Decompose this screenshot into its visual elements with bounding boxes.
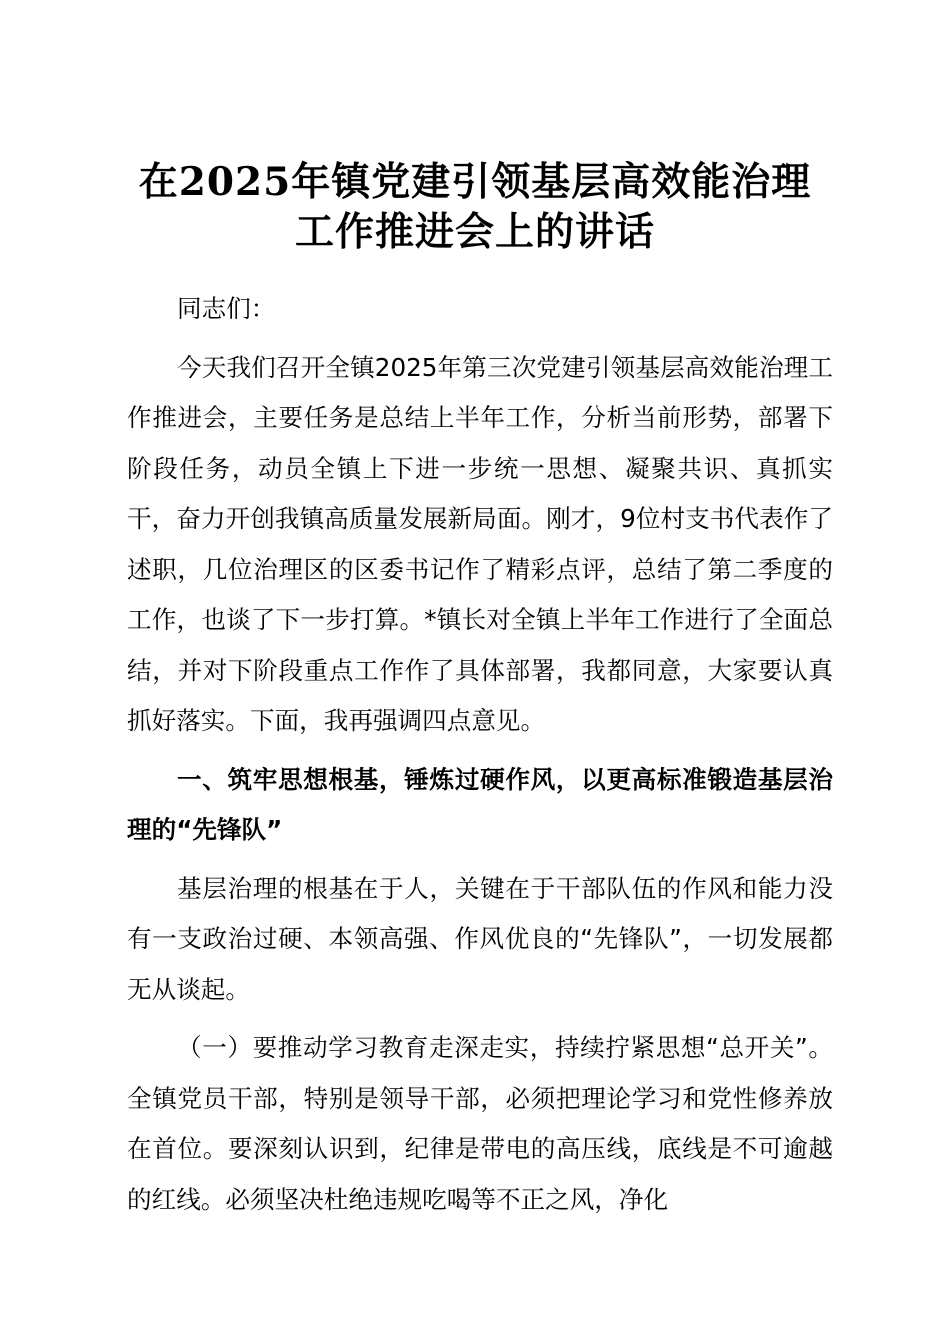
section-heading-1: 一、筑牢思想根基，锤炼过硬作风，以更高标准锻造基层治理的“先锋队” [127, 764, 833, 844]
document-body [127, 284, 833, 1225]
document-title-line-2: 工作推进会上的讲话 [294, 209, 655, 255]
document-title-line-1: 在2025年镇党建引领基层高效能治理 [138, 159, 812, 205]
paragraph-intro: 今天我们召开全镇2025年第三次党建引领基层高效能治理工作推进会，主要任务是总结上半年工作，分析当前形势，部署下阶段任务，动员全镇上下进一步统一思想、凝聚共识、真抓实干，奋力开创我镇高质量发展新局面。刚才，9位村支书代表作了述职，几位治理区的区委书记作了精彩点评，总结了第二季度的工作，也谈了下一步打算。*镇长对全镇上半年工作进行了全面总结，并对下阶段重点工作作了具体部署，我都同意，大家要认真抓好落实。下面，我再强调四点意见。 [127, 352, 833, 735]
paragraph-subsection-1: （一）要推动学习教育走深走实，持续拧紧思想“总开关”。全镇党员干部，特别是领导干部，必须把理论学习和党性修养放在首位。要深刻认识到，纪律是带电的高压线，底线是不可逾越的红线。必须坚决杜绝违规吃喝等不正之风，净化 [127, 1033, 833, 1214]
greeting: 同志们： [177, 294, 276, 323]
paragraph-section-1: 基层治理的根基在于人，关键在于干部队伍的作风和能力没有一支政治过硬、本领高强、作风优良的“先锋队”，一切发展都无从谈起。 [127, 873, 833, 1004]
